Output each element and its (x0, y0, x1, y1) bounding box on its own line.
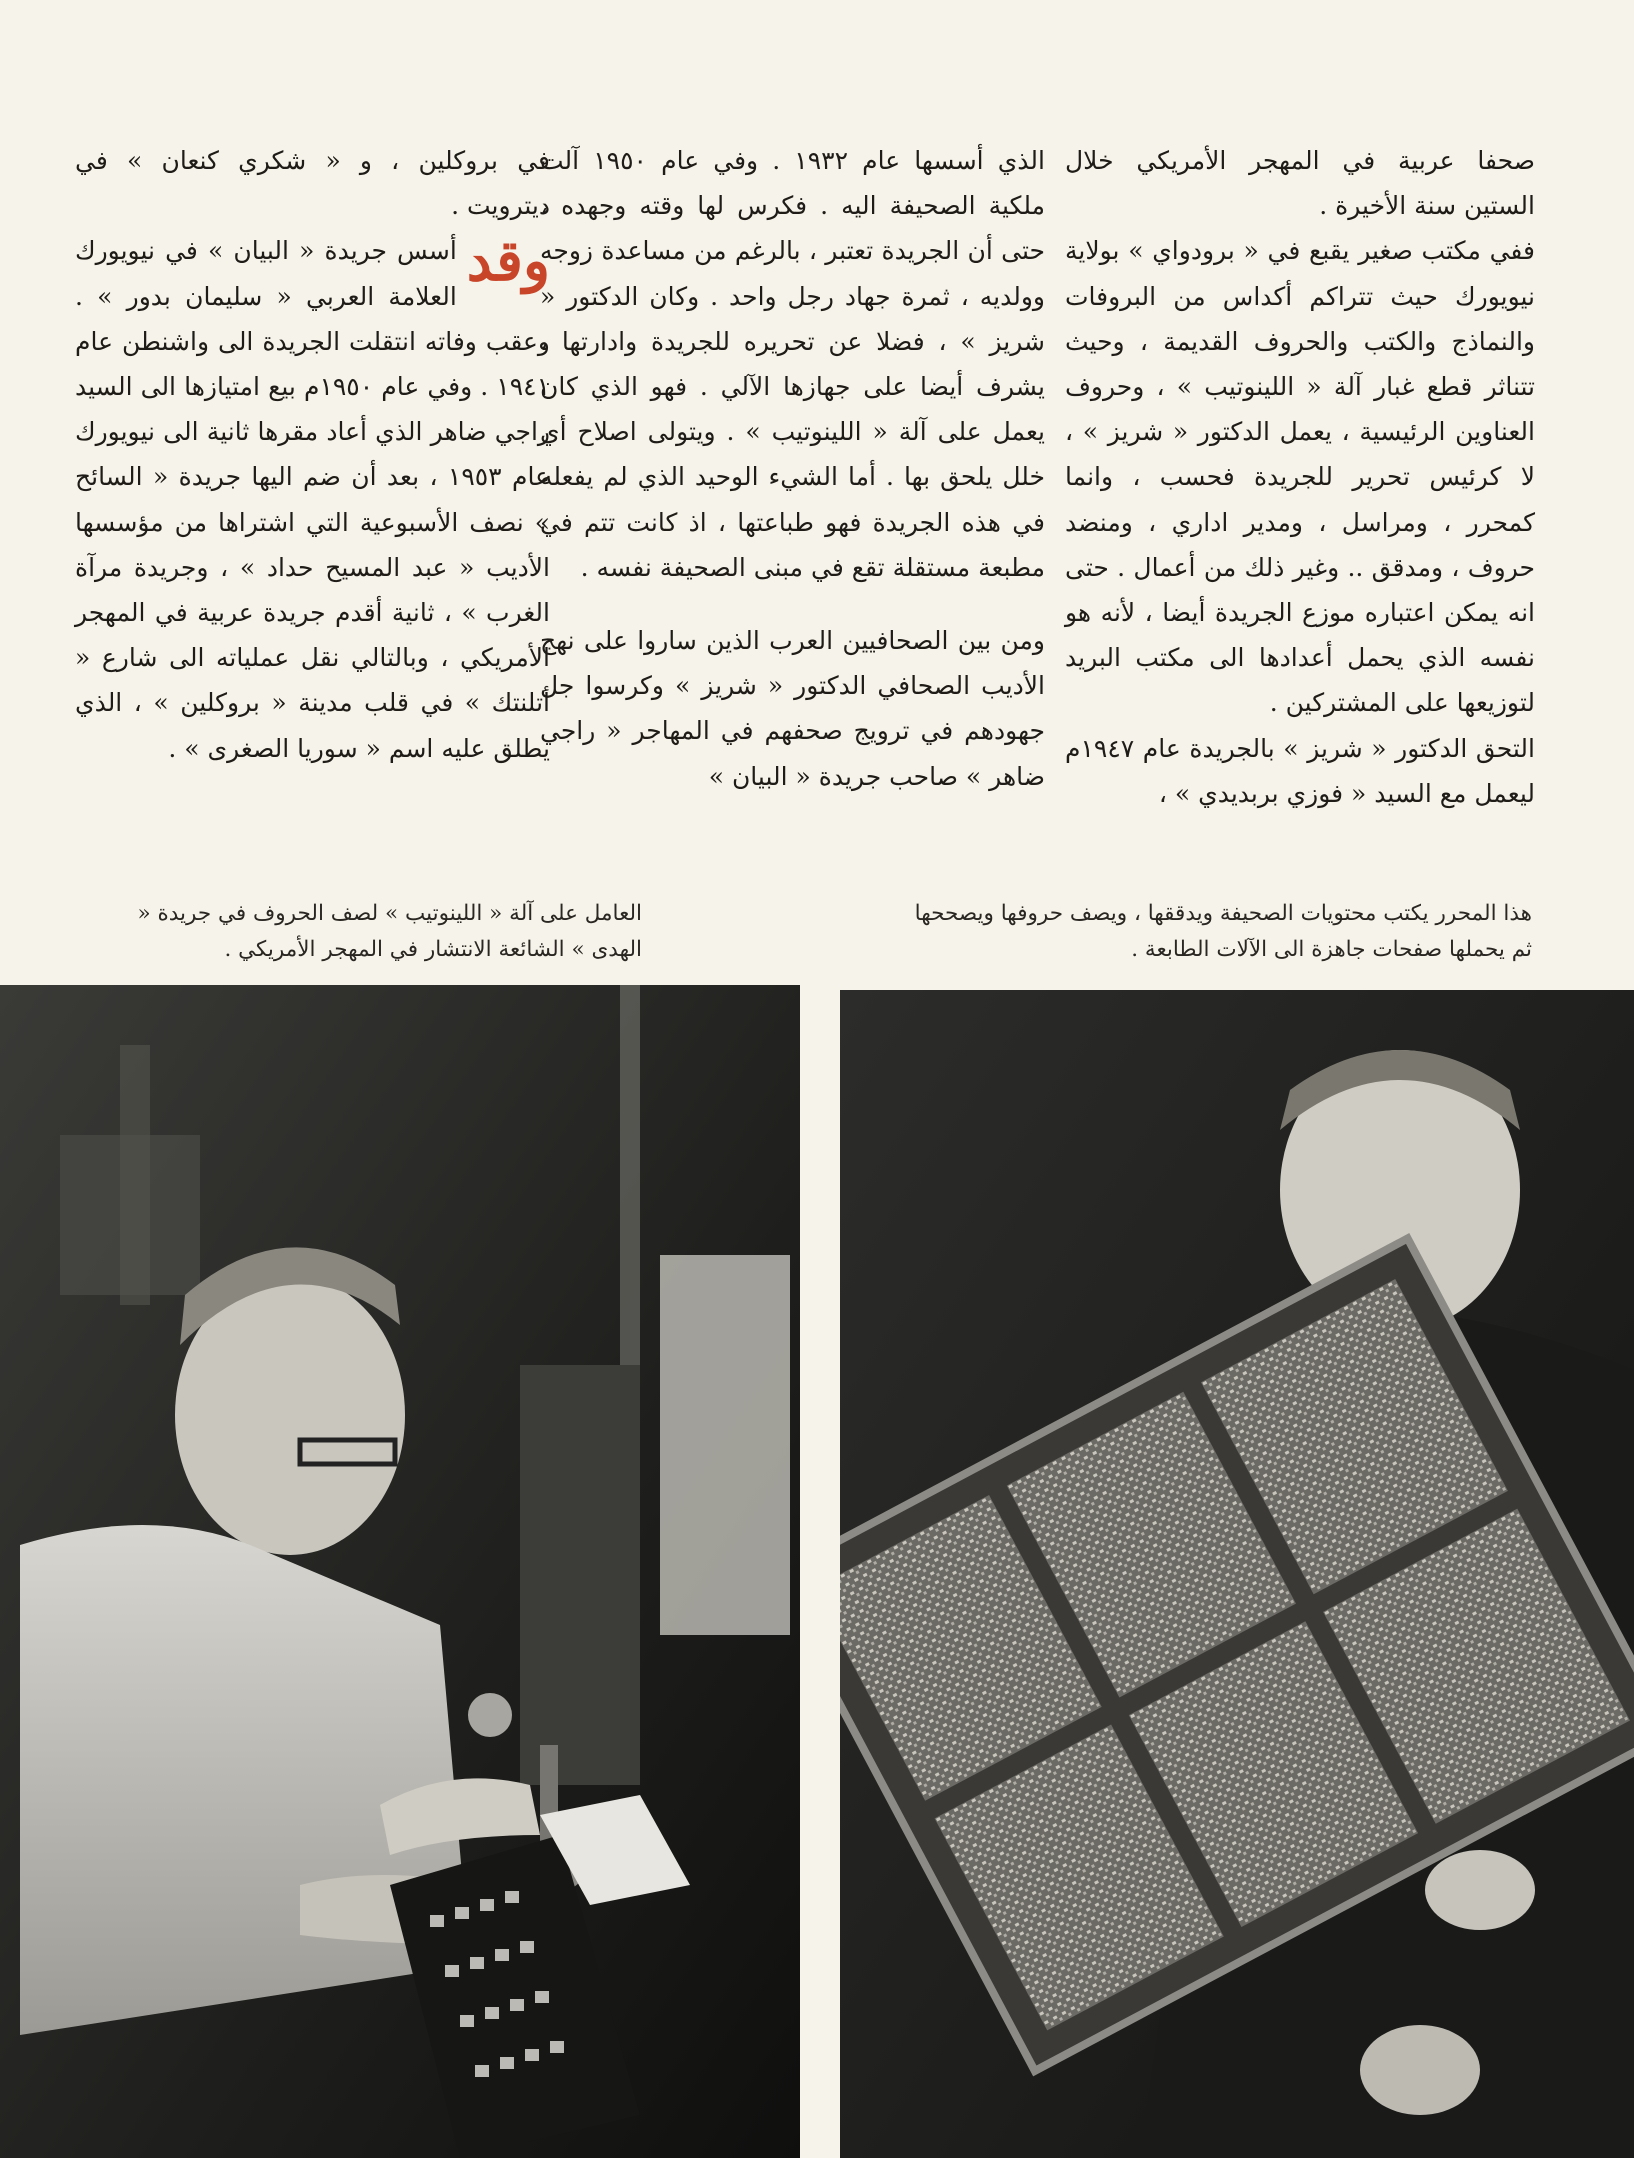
paragraph: التحق الدكتور « شريز » بالجريدة عام ١٩٤٧م ليعمل مع السيد « فوزي بربديدي » ، (1065, 733, 1535, 808)
photo-caption-right: هذا المحرر يكتب محتويات الصحيفة ويدققها ، ويصف حروفها ويصححها ثم يحملها صفحات جاهزة الى الآلات الطابعة . (914, 901, 1532, 962)
article-column-middle (540, 138, 1045, 799)
linotype-operator-image (0, 985, 800, 2158)
paragraph: ففي مكتب صغير يقبع في « برودواي » بولاية نيويورك حيث تتراكم أكداس من البروفات والنماذج والكتب والحروف القديمة ، وحيث تتناثر قطع غبار آلة « اللينوتيب » ، وحروف العناوين الرئيسية ، يعمل الدكتور « شريز » ، لا كرئيس تحرير للجريدة فحسب ، وانما كمحرر ، ومراسل ، ومدير اداري ، ومنضد حروف ، ومدقق .. وغير ذلك من أعمال . حتى انه يمكن اعتباره موزع الجريدة أيضا ، لأنه هو نفسه الذي يحمل أعدادها الى مكتب البريد لتوزيعها على المشتركين . (1065, 236, 1535, 718)
paragraph: ومن بين الصحافيين العرب الذين ساروا على نهج الأديب الصحافي الدكتور « شريز » وكرسوا جل جهودهم في ترويج صحفهم في المهاجر « راجي ضاهر » صاحب جريدة « البيان » (540, 626, 1045, 791)
photo-editor-with-type-form (840, 990, 1634, 2158)
editor-image (840, 990, 1634, 2158)
article-column-right (1065, 138, 1535, 816)
paragraph: في بروكلين ، و « شكري كنعان » في ديترويت . (75, 146, 550, 221)
photo-linotype-operator (0, 985, 800, 2158)
dropcap-word: وقد (466, 228, 550, 295)
photo-caption-left: العامل على آلة « اللينوتيب » لصف الحروف في جريدة « الهدى » الشائعة الانتشار في المهجر الأمريكي . (137, 901, 642, 962)
paragraph: أسس جريدة « البيان » في نيويورك العلامة العربي « سليمان بدور » . وعقب وفاته انتقلت الجريدة الى واشنطن عام ١٩٤١ . وفي عام ١٩٥٠م بيع امتيازها الى السيد راجي ضاهر الذي أعاد مقرها ثانية الى نيويورك عام ١٩٥٣ ، بعد أن ضم اليها جريدة « السائح » نصف الأسبوعية التي اشتراها من مؤسسها الأديب « عبد المسيح حداد » ، وجريدة مرآة الغرب » ، ثانية أقدم جريدة عربية في المهجر الأمريكي ، وبالتالي نقل عملياته الى شارع « أتلنتك » في قلب مدينة « بروكلين » ، الذي يطلق عليه اسم « سوريا الصغرى » . (75, 236, 550, 763)
article-column-left (75, 138, 550, 771)
paragraph: الذي أسسها عام ١٩٣٢ . وفي عام ١٩٥٠ آلت ملكية الصحيفة اليه . فكرس لها وقته وجهده ، حتى أن الجريدة تعتبر ، بالرغم من مساعدة زوجه وولديه ، ثمرة جهاد رجل واحد . وكان الدكتور « شريز » ، فضلا عن تحريره للجريدة وادارتها ، يشرف أيضا على جهازها الآلي . فهو الذي كان يعمل على آلة « اللينوتيب » . ويتولى اصلاح أي خلل يلحق بها . أما الشيء الوحيد الذي لم يفعله في هذه الجريدة فهو طباعتها ، اذ كانت تتم في مطبعة مستقلة تقع في مبنى الصحيفة نفسه . (540, 146, 1045, 582)
paragraph: صحفا عربية في المهجر الأمريكي خلال الستين سنة الأخيرة . (1065, 146, 1535, 221)
